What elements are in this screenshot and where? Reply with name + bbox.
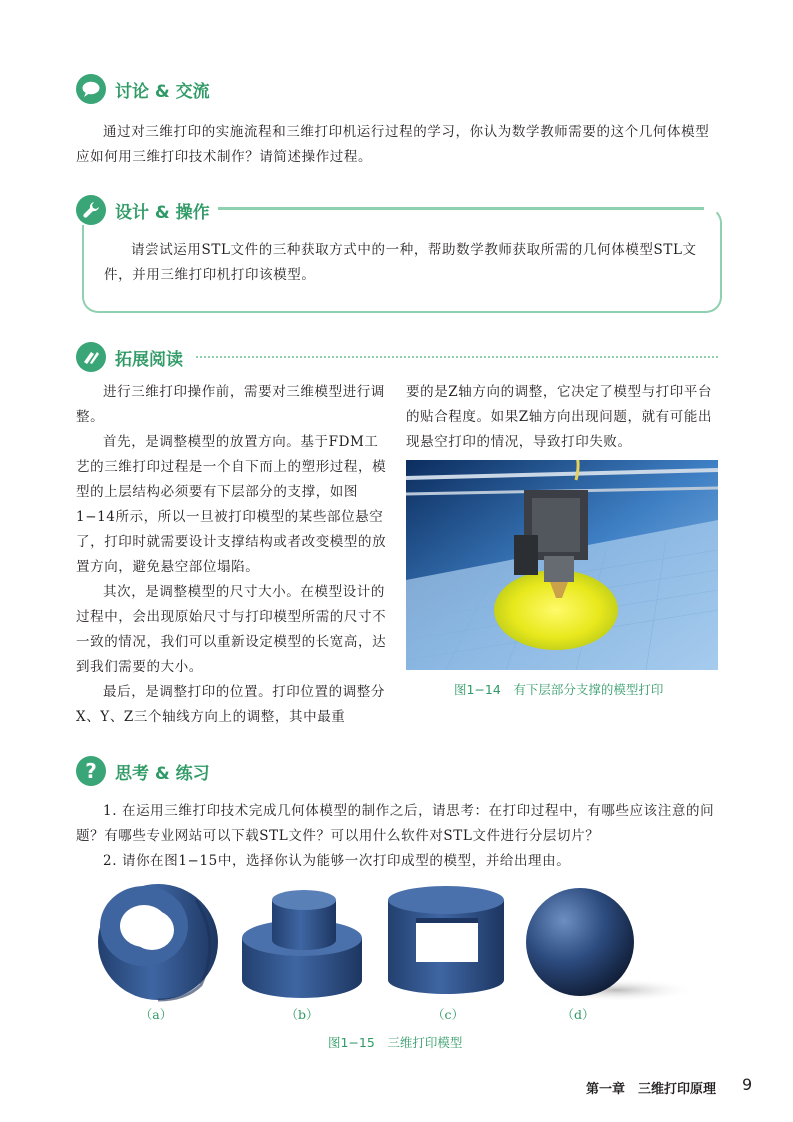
reading-title: 拓展阅读 [115,349,183,370]
figure-1-14-photo [406,460,718,670]
design-text: 请尝试运用STL文件的三种获取方式中的一种，帮助数学教师获取所需的几何体模型STL文件，并用三维打印机打印该模型。 [104,242,697,283]
figure-1-15-models [96,880,696,1004]
reading-left-column [76,380,390,730]
reading-paragraph: 首先，是调整模型的放置方向。基于FDM工艺的三维打印过程是一个自下而上的塑形过程，模型的上层结构必须要有下层部分的支撑，如图1−14所示，所以一旦被打印模型的某些部位悬空了，打印时就需要设计支撑结构或者改变模型的放置方向，避免悬空部位塌陷。 [76,434,387,575]
think-header [76,756,210,786]
reading-right-text: 要的是Z轴方向的调整，它决定了模型与打印平台的贴合程度。如果Z轴方向出现问题，就有可能出现悬空打印的情况，导致打印失败。 [406,384,713,450]
page-number: 9 [742,1075,753,1094]
design-title: 设计 & 操作 [115,202,210,223]
speech-bubble-icon [76,74,106,104]
model-c-window-cylinder [388,886,504,994]
reading-dotted-rule [196,356,718,358]
model-label-b: （b） [285,1007,319,1022]
wrench-icon [76,195,106,225]
model-b-stepped-cylinder [242,890,362,998]
reading-paragraph: 进行三维打印操作前，需要对三维模型进行调整。 [76,384,385,425]
figure-1-15-caption: 图1−15 三维打印模型 [328,1035,463,1050]
model-a-ring [98,884,218,1000]
design-header [76,195,218,225]
think-title: 思考 & 练习 [115,763,210,784]
model-label-c: （c） [431,1007,464,1022]
model-label-d: （d） [561,1007,595,1022]
book-pen-icon [76,342,106,372]
model-d-sphere [526,888,696,1002]
model-labels [126,1005,686,1025]
footer-chapter: 第一章 三维打印原理 [586,1082,717,1097]
question-mark-icon: ? [76,756,106,786]
reading-paragraph: 其次，是调整模型的尺寸大小。在模型设计的过程中，会出现原始尺寸与打印模型所需的尺寸不一致的情况，我们可以重新设定模型的长宽高，达到我们需要的大小。 [76,584,387,675]
reading-paragraph: 最后，是调整打印的位置。打印位置的调整分X、Y、Z三个轴线方向上的调整，其中最重 [76,684,385,725]
design-box-top-line [214,207,704,210]
model-label-a: （a） [139,1007,173,1022]
discuss-header [76,74,210,104]
think-question-1: 1. 在运用三维打印技术完成几何体模型的制作之后，请思考：在打印过程中，有哪些应该注意的问题？有哪些专业网站可以下载STL文件？可以用什么软件对STL文件进行分层切片？ [76,803,715,844]
discuss-text: 通过对三维打印的实施流程和三维打印机运行过程的学习，你认为数学教师需要的这个几何体模型应如何用三维打印技术制作？请简述操作过程。 [76,124,710,165]
figure-1-14-caption: 图1−14 有下层部分支撑的模型打印 [454,682,664,697]
reading-header [76,342,183,372]
think-question-2: 2. 请你在图1−15中，选择你认为能够一次打印成型的模型，并给出理由。 [103,853,571,869]
discuss-title: 讨论 & 交流 [115,81,210,102]
